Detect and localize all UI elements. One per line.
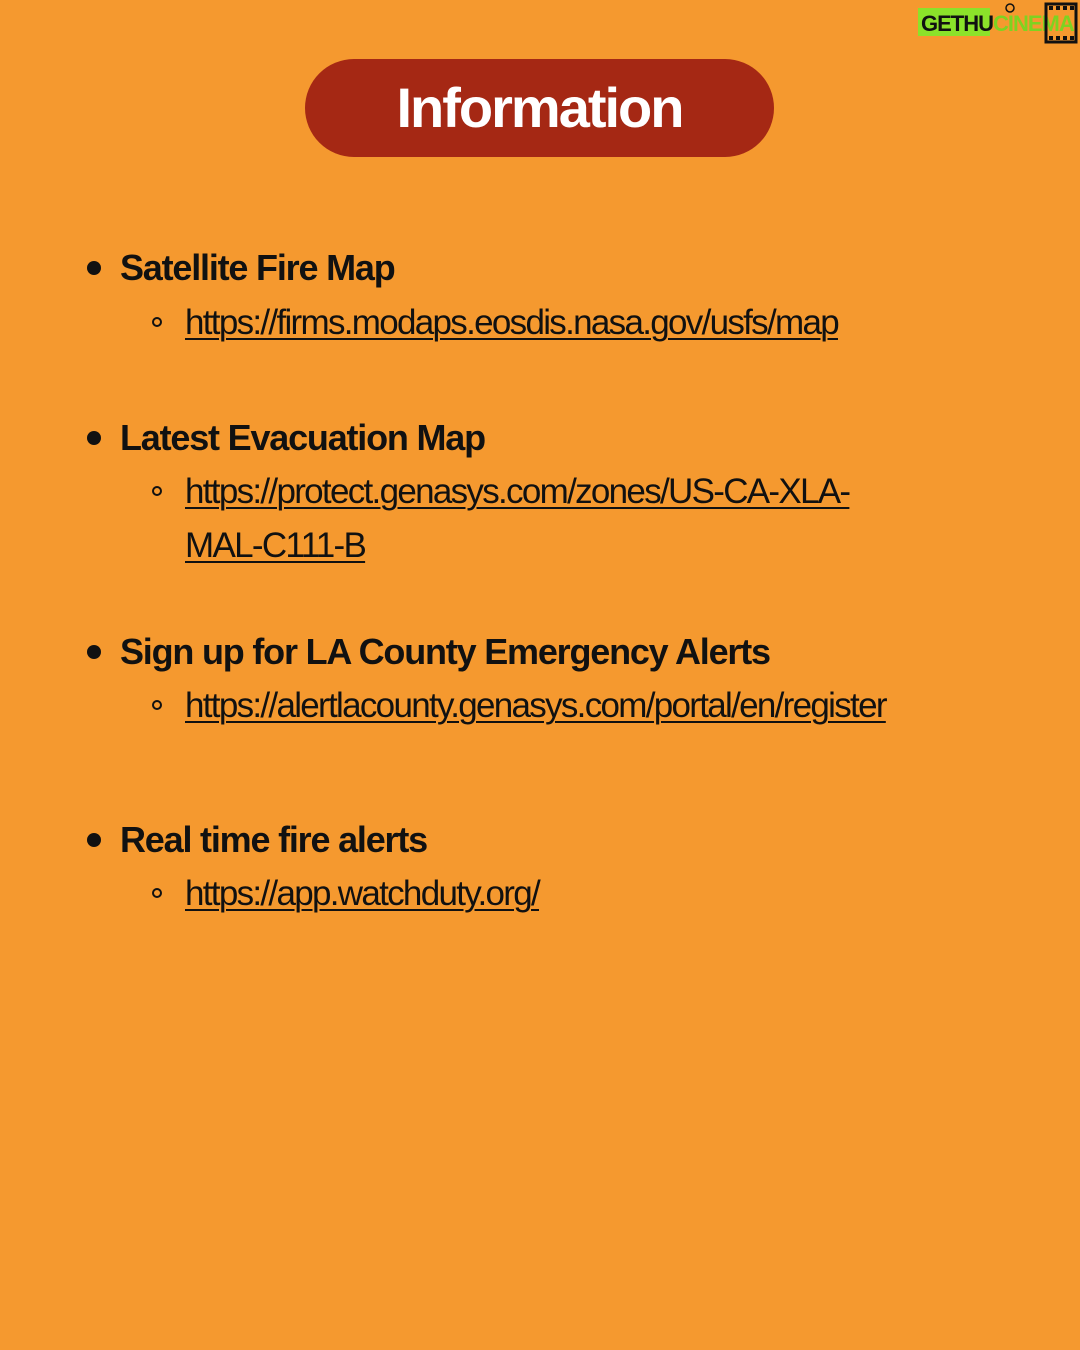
evacuation-map-link-line-1[interactable]: https://protect.genasys.com/zones/US-CA-XLA-: [185, 472, 850, 511]
bullet-icon: [87, 261, 101, 275]
sub-bullet-icon: [152, 486, 162, 496]
svg-text:CINEMA: CINEMA: [993, 11, 1074, 36]
sub-bullet-icon: [152, 317, 162, 327]
bullet-icon: [87, 431, 101, 445]
la-county-alerts-link[interactable]: https://alertlacounty.genasys.com/portal/en/register: [185, 686, 886, 725]
svg-text:GETHU: GETHU: [921, 11, 993, 36]
page-title: Information: [396, 76, 683, 139]
watermark-logo: [918, 2, 1078, 44]
item-heading: Sign up for LA County Emergency Alerts: [120, 631, 770, 672]
evacuation-map-link-line-2[interactable]: MAL-C111-B: [185, 526, 366, 565]
sub-bullet-icon: [152, 700, 162, 710]
title-banner: [305, 59, 774, 157]
bullet-icon: [87, 833, 101, 847]
satellite-fire-map-link[interactable]: https://firms.modaps.eosdis.nasa.gov/usfs/map: [185, 303, 838, 342]
item-heading: Satellite Fire Map: [120, 247, 395, 288]
item-heading: Real time fire alerts: [120, 819, 427, 860]
watchduty-link[interactable]: https://app.watchduty.org/: [185, 874, 539, 913]
bullet-icon: [87, 645, 101, 659]
item-heading: Latest Evacuation Map: [120, 417, 485, 458]
sub-bullet-icon: [152, 888, 162, 898]
